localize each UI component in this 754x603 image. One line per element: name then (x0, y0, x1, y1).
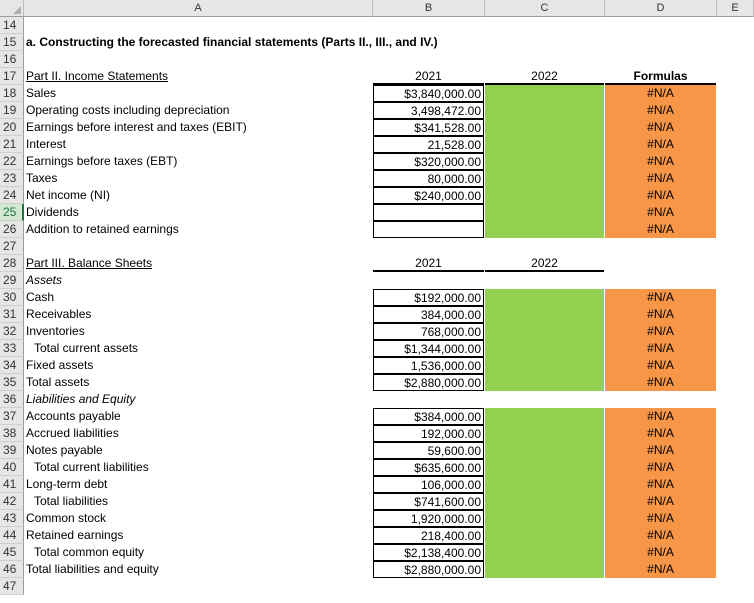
cell-d[interactable]: #N/A (605, 459, 716, 476)
cell-c[interactable]: 2022 (485, 68, 604, 85)
cell-b[interactable] (373, 34, 484, 51)
cell-d[interactable]: #N/A (605, 153, 716, 170)
cell-a[interactable]: Inventories (26, 324, 85, 338)
cell-b[interactable]: $2,880,000.00 (373, 374, 484, 391)
cell-b[interactable]: $2,880,000.00 (373, 561, 484, 578)
row-header[interactable]: 44 (0, 527, 24, 544)
sheet-row (0, 51, 754, 68)
row-header[interactable]: 47 (0, 578, 24, 595)
cell-d[interactable]: #N/A (605, 85, 716, 102)
column-header-e[interactable]: E (717, 0, 754, 17)
cell-b[interactable]: $320,000.00 (373, 153, 484, 170)
cell-b[interactable]: 106,000.00 (373, 476, 484, 493)
sheet-row (0, 85, 754, 102)
cell-d[interactable]: #N/A (605, 102, 716, 119)
cell-c[interactable] (485, 34, 604, 51)
cell-b[interactable]: 1,536,000.00 (373, 357, 484, 374)
cell-d[interactable]: #N/A (605, 289, 716, 306)
sheet-row (0, 289, 754, 306)
row-header[interactable]: 35 (0, 374, 24, 391)
cell-b[interactable]: $384,000.00 (373, 408, 484, 425)
cell-a[interactable]: Common stock (26, 511, 107, 525)
row-header[interactable]: 15 (0, 34, 24, 51)
cell-d[interactable] (605, 238, 716, 255)
cell-a[interactable]: Total current liabilities (34, 460, 149, 474)
cell-a[interactable]: Assets (26, 273, 63, 287)
cell-d[interactable]: #N/A (605, 425, 716, 442)
cell-c[interactable] (485, 425, 604, 442)
cell-a[interactable]: Addition to retained earnings (26, 222, 179, 236)
cell-d[interactable]: #N/A (605, 476, 716, 493)
cell-a[interactable]: Cash (26, 290, 55, 304)
row-header[interactable]: 45 (0, 544, 24, 561)
cell-a[interactable]: Taxes (26, 171, 58, 185)
cell-b[interactable]: 80,000.00 (373, 170, 484, 187)
cell-b[interactable]: 2021 (373, 68, 484, 85)
sheet-row (0, 238, 754, 255)
cell-d[interactable] (605, 255, 716, 272)
sheet-row (0, 17, 754, 34)
sheet-row (0, 255, 754, 272)
cell-a[interactable] (26, 51, 372, 68)
cell-d[interactable] (605, 17, 716, 34)
cell-c[interactable] (485, 153, 604, 170)
cell-b[interactable] (373, 391, 484, 408)
row-header[interactable]: 22 (0, 153, 24, 170)
cell-c[interactable] (485, 476, 604, 493)
cell-c[interactable] (485, 306, 604, 323)
sheet-row (0, 459, 754, 476)
column-header-a[interactable]: A (24, 0, 373, 17)
cell-b[interactable]: $240,000.00 (373, 187, 484, 204)
sheet-row (0, 493, 754, 510)
cell-a[interactable]: a. Constructing the forecasted financial statements (Parts II., III., and IV.) (26, 35, 438, 49)
cell-c[interactable] (485, 272, 604, 289)
row-header[interactable]: 39 (0, 442, 24, 459)
cell-b[interactable]: $2,138,400.00 (373, 544, 484, 561)
cell-d[interactable]: #N/A (605, 221, 716, 238)
sheet-row (0, 527, 754, 544)
cell-c[interactable] (485, 17, 604, 34)
cell-a[interactable]: Notes payable (26, 443, 103, 457)
cell-a[interactable]: Part III. Balance Sheets (26, 256, 153, 270)
sheet-row (0, 340, 754, 357)
row-header[interactable]: 26 (0, 221, 24, 238)
cell-c[interactable] (485, 459, 604, 476)
cell-d[interactable] (605, 34, 716, 51)
row-header[interactable]: 38 (0, 425, 24, 442)
cell-b[interactable] (373, 221, 484, 238)
cell-d[interactable]: #N/A (605, 510, 716, 527)
cell-a[interactable]: Total liabilities and equity (26, 562, 159, 576)
cell-d[interactable]: #N/A (605, 408, 716, 425)
row-header[interactable]: 23 (0, 170, 24, 187)
sheet-row (0, 34, 754, 51)
row-header[interactable]: 34 (0, 357, 24, 374)
cell-a[interactable] (26, 578, 372, 595)
row-header[interactable]: 31 (0, 306, 24, 323)
cell-b[interactable]: 192,000.00 (373, 425, 484, 442)
cell-a[interactable]: Part II. Income Statements (26, 69, 169, 83)
row-header[interactable]: 16 (0, 51, 24, 68)
row-header[interactable]: 17 (0, 68, 24, 85)
sheet-row (0, 153, 754, 170)
cell-b[interactable]: 218,400.00 (373, 527, 484, 544)
row-header[interactable]: 46 (0, 561, 24, 578)
sheet-row (0, 391, 754, 408)
row-header[interactable]: 24 (0, 187, 24, 204)
cell-d[interactable]: #N/A (605, 374, 716, 391)
cell-a[interactable]: Earnings before interest and taxes (EBIT) (26, 120, 247, 134)
cell-b[interactable]: $192,000.00 (373, 289, 484, 306)
row-header[interactable]: 32 (0, 323, 24, 340)
cell-d[interactable]: Formulas (605, 68, 716, 85)
row-header[interactable]: 20 (0, 119, 24, 136)
column-header-c[interactable]: C (485, 0, 605, 17)
sheet-row (0, 357, 754, 374)
cell-c[interactable] (485, 493, 604, 510)
row-header[interactable]: 36 (0, 391, 24, 408)
cell-d[interactable]: #N/A (605, 493, 716, 510)
cell-c[interactable] (485, 204, 604, 221)
row-header[interactable]: 28 (0, 255, 24, 272)
cell-c[interactable] (485, 527, 604, 544)
cell-c[interactable] (485, 51, 604, 68)
cell-d[interactable]: #N/A (605, 544, 716, 561)
cell-a[interactable]: Operating costs including depreciation (26, 103, 230, 117)
row-header[interactable]: 40 (0, 459, 24, 476)
cell-a[interactable]: Sales (26, 86, 57, 100)
select-all-icon (13, 6, 21, 14)
sheet-row (0, 68, 754, 85)
sheet-row (0, 272, 754, 289)
sheet-row (0, 187, 754, 204)
row-header[interactable]: 19 (0, 102, 24, 119)
row-header[interactable]: 33 (0, 340, 24, 357)
sheet-row (0, 425, 754, 442)
cell-c[interactable] (485, 391, 604, 408)
cell-b[interactable]: 59,600.00 (373, 442, 484, 459)
row-header[interactable]: 18 (0, 85, 24, 102)
sheet-row (0, 323, 754, 340)
cell-a[interactable]: Receivables (26, 307, 92, 321)
cell-c[interactable] (485, 510, 604, 527)
cell-c[interactable] (485, 561, 604, 578)
cell-d[interactable] (605, 391, 716, 408)
cell-a[interactable]: Retained earnings (26, 528, 124, 542)
cell-b[interactable]: $635,600.00 (373, 459, 484, 476)
cell-a[interactable]: Dividends (26, 205, 79, 219)
cell-a[interactable]: Total liabilities (34, 494, 109, 508)
cell-c[interactable] (485, 357, 604, 374)
cell-b[interactable]: 768,000.00 (373, 323, 484, 340)
cell-b[interactable]: $341,528.00 (373, 119, 484, 136)
cell-a[interactable]: Total current assets (34, 341, 139, 355)
cell-b[interactable]: $741,600.00 (373, 493, 484, 510)
cell-a[interactable]: Fixed assets (26, 358, 94, 372)
cell-a[interactable] (26, 238, 372, 255)
cell-b[interactable]: $3,840,000.00 (373, 85, 484, 102)
select-all-corner[interactable] (0, 0, 24, 17)
cell-c[interactable] (485, 340, 604, 357)
cell-d[interactable]: #N/A (605, 340, 716, 357)
sheet-row (0, 221, 754, 238)
cell-a[interactable] (26, 17, 372, 34)
sheet-row (0, 170, 754, 187)
cell-b[interactable] (373, 51, 484, 68)
column-header-d[interactable]: D (605, 0, 717, 17)
sheet-row (0, 136, 754, 153)
cell-c[interactable] (485, 238, 604, 255)
cell-d[interactable]: #N/A (605, 170, 716, 187)
cell-d[interactable] (605, 51, 716, 68)
cell-a[interactable]: Accounts payable (26, 409, 121, 423)
sheet-row (0, 442, 754, 459)
sheet-row (0, 306, 754, 323)
cell-a[interactable]: Accrued liabilities (26, 426, 119, 440)
cell-c[interactable] (485, 102, 604, 119)
row-header[interactable]: 42 (0, 493, 24, 510)
cell-d[interactable]: #N/A (605, 323, 716, 340)
sheet-row (0, 408, 754, 425)
row-header[interactable]: 21 (0, 136, 24, 153)
cell-b[interactable]: 3,498,472.00 (373, 102, 484, 119)
cell-a[interactable]: Long-term debt (26, 477, 108, 491)
sheet-row (0, 102, 754, 119)
cell-b[interactable] (373, 272, 484, 289)
cell-c[interactable] (485, 187, 604, 204)
sheet-row (0, 119, 754, 136)
sheet-row (0, 578, 754, 595)
cell-c[interactable] (485, 170, 604, 187)
row-header[interactable]: 43 (0, 510, 24, 527)
cell-a[interactable]: Liabilities and Equity (26, 392, 136, 406)
cell-c[interactable] (485, 221, 604, 238)
cell-b[interactable]: 1,920,000.00 (373, 510, 484, 527)
cell-a[interactable]: Interest (26, 137, 67, 151)
cell-d[interactable]: #N/A (605, 306, 716, 323)
cell-c[interactable] (485, 136, 604, 153)
cell-b[interactable] (373, 578, 484, 595)
row-header[interactable]: 29 (0, 272, 24, 289)
cell-c[interactable] (485, 119, 604, 136)
cell-d[interactable]: #N/A (605, 561, 716, 578)
cell-b[interactable]: $1,344,000.00 (373, 340, 484, 357)
row-header[interactable]: 14 (0, 17, 24, 34)
row-header[interactable]: 27 (0, 238, 24, 255)
row-header[interactable]: 41 (0, 476, 24, 493)
cell-d[interactable] (605, 272, 716, 289)
cell-c[interactable] (485, 544, 604, 561)
sheet-row (0, 476, 754, 493)
cell-b[interactable] (373, 238, 484, 255)
cell-c[interactable] (485, 374, 604, 391)
row-header[interactable]: 37 (0, 408, 24, 425)
row-header[interactable]: 25 (0, 204, 24, 221)
column-header-b[interactable]: B (373, 0, 485, 17)
cell-a[interactable]: Net income (NI) (26, 188, 111, 202)
cell-c[interactable] (485, 578, 604, 595)
cell-d[interactable]: #N/A (605, 527, 716, 544)
cell-c[interactable] (485, 442, 604, 459)
sheet-row (0, 374, 754, 391)
row-header[interactable]: 30 (0, 289, 24, 306)
cell-c[interactable] (485, 408, 604, 425)
cell-d[interactable]: #N/A (605, 204, 716, 221)
cell-d[interactable] (605, 578, 716, 595)
sheet-row (0, 544, 754, 561)
cell-b[interactable]: 384,000.00 (373, 306, 484, 323)
cell-d[interactable]: #N/A (605, 119, 716, 136)
cell-c[interactable] (485, 323, 604, 340)
cell-a[interactable]: Earnings before taxes (EBT) (26, 154, 178, 168)
cell-d[interactable]: #N/A (605, 357, 716, 374)
sheet-row (0, 204, 754, 221)
cell-c[interactable]: 2022 (485, 255, 604, 272)
cell-d[interactable]: #N/A (605, 187, 716, 204)
cell-a[interactable]: Total common equity (34, 545, 145, 559)
cell-b[interactable] (373, 17, 484, 34)
cell-d[interactable]: #N/A (605, 136, 716, 153)
sheet-row (0, 510, 754, 527)
sheet-row (0, 561, 754, 578)
cell-b[interactable]: 21,528.00 (373, 136, 484, 153)
cell-c[interactable] (485, 85, 604, 102)
cell-b[interactable]: 2021 (373, 255, 484, 272)
cell-b[interactable] (373, 204, 484, 221)
cell-a[interactable]: Total assets (26, 375, 90, 389)
cell-c[interactable] (485, 289, 604, 306)
cell-d[interactable]: #N/A (605, 442, 716, 459)
